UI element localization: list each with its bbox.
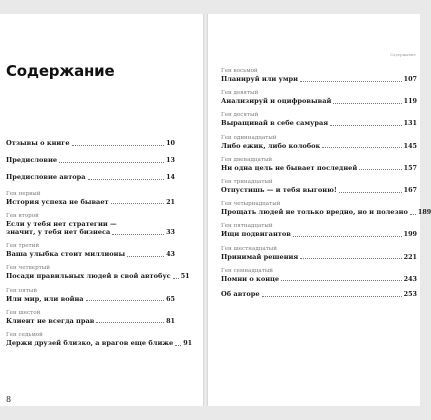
toc-entry [221, 290, 417, 298]
toc-entry [221, 246, 417, 261]
right-page [208, 14, 431, 406]
chapter-page-number: 107 [403, 75, 417, 83]
chapter-page-number: 65 [166, 294, 175, 303]
chapter-page-number: 221 [403, 252, 417, 261]
chapter-label: Ген первый [6, 190, 41, 197]
chapter-title: Прощать людей не только вредно, но и полезно [221, 208, 408, 217]
chapter-title-line: Если у тебя нет стратегии — [6, 219, 117, 228]
chapter-label: Ген восьмой [221, 68, 258, 74]
chapter-label: Ген пятнадцатый [221, 223, 273, 230]
toc-entry [221, 201, 431, 217]
chapter-page-number: 243 [403, 274, 417, 283]
dot-leader [262, 296, 402, 297]
dot-leader [293, 236, 402, 237]
dot-leader [281, 280, 402, 281]
toc-row [221, 253, 417, 261]
dot-leader [359, 169, 401, 170]
chapter-title: Анализируй и оцифровывай [221, 97, 332, 106]
toc-row [221, 164, 417, 172]
toc-entry [6, 213, 175, 236]
toc-entry [6, 173, 175, 181]
chapter-page-number: 145 [403, 141, 417, 150]
toc-row [221, 142, 417, 150]
toc-entry [221, 268, 417, 283]
chapter-page-number: 14 [166, 173, 175, 182]
chapter-title: Ваша улыбка стоит миллионы [6, 250, 126, 259]
chapter-label: Ген десятый [221, 112, 259, 119]
page-number: 8 [6, 395, 12, 404]
chapter-page-number: 21 [166, 197, 175, 206]
toc-row [221, 119, 417, 127]
chapter-page-number: 167 [403, 186, 417, 195]
chapter-page-number: 199 [403, 230, 417, 239]
dot-leader [59, 162, 164, 163]
chapter-page-number: 119 [403, 97, 417, 106]
chapter-page-number: 189 [417, 208, 431, 217]
chapter-label: Ген четвертый [6, 265, 50, 272]
chapter-title: Отзывы о книге [6, 139, 70, 147]
chapter-title: значит, у тебя нет бизнеса [6, 228, 111, 237]
chapter-label: Ген пятый [6, 287, 38, 294]
toc-entries-left [6, 139, 193, 354]
chapter-title: Ищи подвигантов [221, 230, 291, 239]
toc-entry [221, 90, 417, 105]
dot-leader [333, 103, 401, 104]
chapter-label: Ген тринадцатый [221, 179, 273, 186]
toc-entry [221, 179, 417, 194]
dot-leader [173, 278, 179, 279]
dot-leader [127, 256, 164, 257]
toc-row [221, 208, 431, 217]
chapter-label: Ген третий [6, 243, 40, 250]
chapter-label: Ген седьмой [6, 332, 43, 339]
left-page [0, 14, 203, 406]
toc-row [221, 290, 417, 298]
chapter-page-number: 33 [166, 228, 175, 237]
toc-entry [221, 112, 417, 127]
toc-entry [6, 191, 175, 206]
chapter-label: Ген второй [6, 212, 39, 219]
dot-leader [175, 345, 181, 346]
chapter-page-number: 10 [166, 139, 175, 147]
toc-row [221, 97, 417, 105]
toc-row [221, 230, 417, 238]
chapter-page-number: 157 [403, 163, 417, 172]
chapter-page-number: 253 [403, 290, 417, 299]
chapter-title: Предисловие автора [6, 173, 86, 182]
toc-row [6, 156, 175, 164]
chapter-title: Выращивай в себе самурая [221, 119, 329, 128]
toc-row [221, 75, 417, 83]
toc-entry [6, 265, 190, 281]
running-head: Содержание [390, 53, 416, 57]
toc-entry [6, 156, 175, 164]
dot-leader [111, 203, 164, 204]
chapter-title: Планируй или умри [221, 75, 299, 83]
chapter-label: Ген шестнадцатый [221, 245, 277, 252]
chapter-page-number: 131 [403, 119, 417, 128]
dot-leader [339, 192, 402, 193]
chapter-label: Ген девятый [221, 90, 259, 97]
chapter-label: Ген семнадцатый [221, 267, 274, 274]
chapter-title: Предисловие [6, 156, 58, 165]
dot-leader [300, 258, 401, 259]
dot-leader [96, 322, 164, 323]
dot-leader [88, 179, 165, 180]
chapter-page-number: 43 [166, 250, 175, 259]
toc-entry [6, 139, 175, 147]
chapter-title: Помни о конце [221, 274, 280, 283]
toc-row [221, 275, 417, 283]
chapter-title: Отпустишь — и тебя выгоню! [221, 186, 337, 195]
dot-leader [322, 147, 401, 148]
toc-row [6, 339, 193, 348]
chapter-page-number: 91 [183, 339, 193, 348]
toc-entry [6, 310, 175, 325]
chapter-label: Ген двенадцатый [221, 156, 273, 163]
toc-row [6, 139, 175, 147]
dot-leader [410, 214, 416, 215]
chapter-label: Ген одиннадцатый [221, 134, 277, 141]
chapter-title: Об авторе [221, 290, 260, 299]
chapter-title: История успеха не бывает [6, 197, 109, 206]
toc-entry [6, 243, 175, 258]
toc-entry [6, 332, 193, 348]
chapter-title: Посади правильных людей в свой автобус [6, 272, 171, 281]
toc-row [6, 228, 175, 236]
dot-leader [300, 81, 402, 82]
chapter-title: Либо ежик, либо колобок [221, 141, 321, 150]
chapter-title: Держи друзей близко, а врагов еще ближе [6, 339, 174, 348]
chapter-label: Ген четырнадцатый [221, 201, 281, 208]
toc-row [6, 198, 175, 206]
chapter-title: Или мир, или война [6, 294, 84, 303]
chapter-title: Ни одна цель не бывает последней [221, 163, 358, 172]
toc-entries-right [221, 68, 431, 307]
toc-title: Содержание [6, 62, 115, 80]
toc-entry [221, 68, 417, 83]
dot-leader [72, 145, 165, 146]
dot-leader [112, 234, 164, 235]
toc-row [6, 250, 175, 258]
chapter-label: Ген шестой [6, 309, 41, 316]
toc-row [221, 186, 417, 194]
toc-row [6, 295, 175, 303]
dot-leader [330, 125, 402, 126]
toc-entry [221, 223, 417, 238]
chapter-page-number: 51 [180, 272, 190, 281]
chapter-title: Принимай решения [221, 252, 299, 261]
toc-row [6, 317, 175, 325]
toc-entry [221, 157, 417, 172]
toc-row [6, 173, 175, 181]
dot-leader [86, 300, 165, 301]
toc-entry [221, 135, 417, 150]
chapter-page-number: 81 [166, 316, 175, 325]
chapter-page-number: 13 [166, 156, 175, 165]
toc-row [6, 272, 190, 281]
toc-entry [6, 288, 175, 303]
chapter-title: Клиент не всегда прав [6, 316, 95, 325]
